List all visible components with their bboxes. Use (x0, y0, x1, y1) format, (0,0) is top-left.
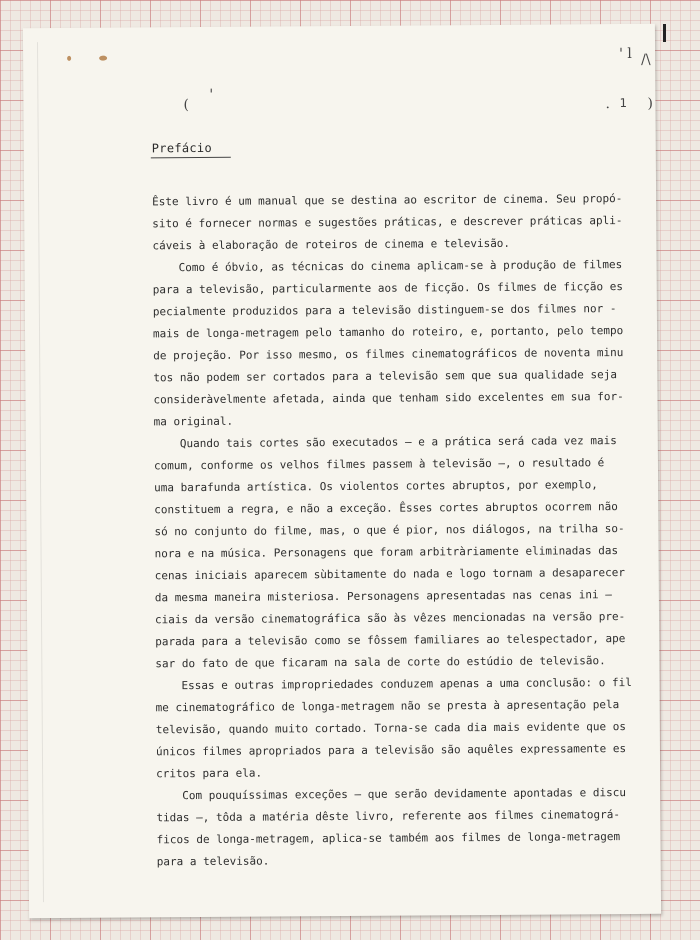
text-line: Quando tais cortes são executados — e a prática será cada vez mais (179, 434, 617, 451)
text-line: parada para a televisão como se fôssem familiares ao telespectador, ape (155, 632, 626, 649)
text-line: cenas iniciais aparecem sùbitamente do nada e logo tornam a desaparecer (154, 566, 625, 583)
text-line: sar do fato de que ficaram na sala de corte do estúdio de televisão. (155, 654, 606, 671)
pencil-mark: . (605, 96, 610, 113)
pencil-mark: ) (647, 95, 653, 112)
text-line: para a televisão, particularmente aos de ficção. Os filmes de ficção es (152, 280, 623, 297)
text-line: constituem a regra, e não a exceção. Êsses cortes abruptos ocorrem não (154, 500, 618, 517)
text-line: de projeção. Por isso mesmo, os filmes cinematográficos de noventa minu (153, 346, 624, 363)
paper-sheet (23, 24, 661, 918)
text-line: critos para ela. (156, 766, 263, 781)
text-line: da mesma maneira misteriosa. Personagens apresentadas nas cenas ini — (154, 588, 612, 605)
text-line: Essas e outras impropriedades conduzem apenas a uma conclusão: o fil (181, 675, 632, 693)
text-line: mais de longa-metragem pelo tamanho do roteiro, e, portanto, pelo tempo (152, 324, 624, 341)
text-line: tidas —, tôda a matéria dêste livro, referente aos filmes cinematográ- (156, 808, 621, 825)
pencil-mark: ' (209, 86, 214, 103)
text-line: Como é óbvio, as técnicas do cinema aplicam-se à produção de filmes (178, 258, 623, 275)
text-line: uma barafunda artística. Os violentos cortes abruptos, por exemplo, (154, 478, 598, 495)
page-title: Prefácio (151, 140, 212, 156)
text-line: ciais da versão cinematográfica são às vêzes mencionadas na versão pre- (154, 610, 626, 627)
text-line: cáveis à elaboração de roteiros de cinema e televisão. (152, 236, 511, 253)
text-line: me cinematográfico de longa-metragem não se presta à apresentação pela (155, 698, 620, 715)
text-line: ma original. (153, 414, 234, 429)
text-line: ficos de longa-metragem, aplica-se também aos filmes de longa-metragem (156, 830, 621, 847)
text-line: televisão, quando muito cortado. Torna-se cada dia mais evidente que os (155, 720, 627, 737)
text-line: sito é fornecer normas e sugestões práticas, e descrever práticas apli- (152, 214, 623, 231)
text-line: consideràvelmente afetada, ainda que tenham sido excelentes em sua for- (153, 390, 624, 407)
pencil-mark: ( (183, 97, 189, 114)
page-number: 1 (619, 96, 627, 111)
ink-stain (99, 56, 107, 61)
text-line: Com pouquíssimas exceções — que serão devidamente apontadas e discu (182, 786, 627, 803)
body-text (152, 188, 645, 873)
text-line: só no conjunto do filme, mas, o que é pior, nos diálogos, na trilha so- (154, 522, 625, 539)
text-line: nora e na música. Personagens que foram arbitràriamente eliminadas das (154, 544, 619, 561)
text-line: Êste livro é um manual que se destina ao escritor de cinema. Seu propó- (152, 192, 623, 209)
text-line: para a televisão. (156, 854, 270, 869)
text-line: comum, conforme os velhos filmes passem à televisão —, o resultado é (153, 456, 605, 473)
pencil-mark: /\ (641, 51, 651, 68)
text-line: tos não podem ser cortados para a televisão sem que sua qualidade seja (153, 368, 617, 385)
ink-stain (67, 56, 71, 61)
scan-edge-mark (663, 24, 666, 42)
text-line: pecialmente produzidos para a televisão distinguem-se dos filmes nor - (152, 302, 617, 319)
text-line: únicos filmes apropriados para a televisão são aquêles expressamente es (155, 742, 627, 759)
pencil-mark: ' l (619, 45, 632, 63)
